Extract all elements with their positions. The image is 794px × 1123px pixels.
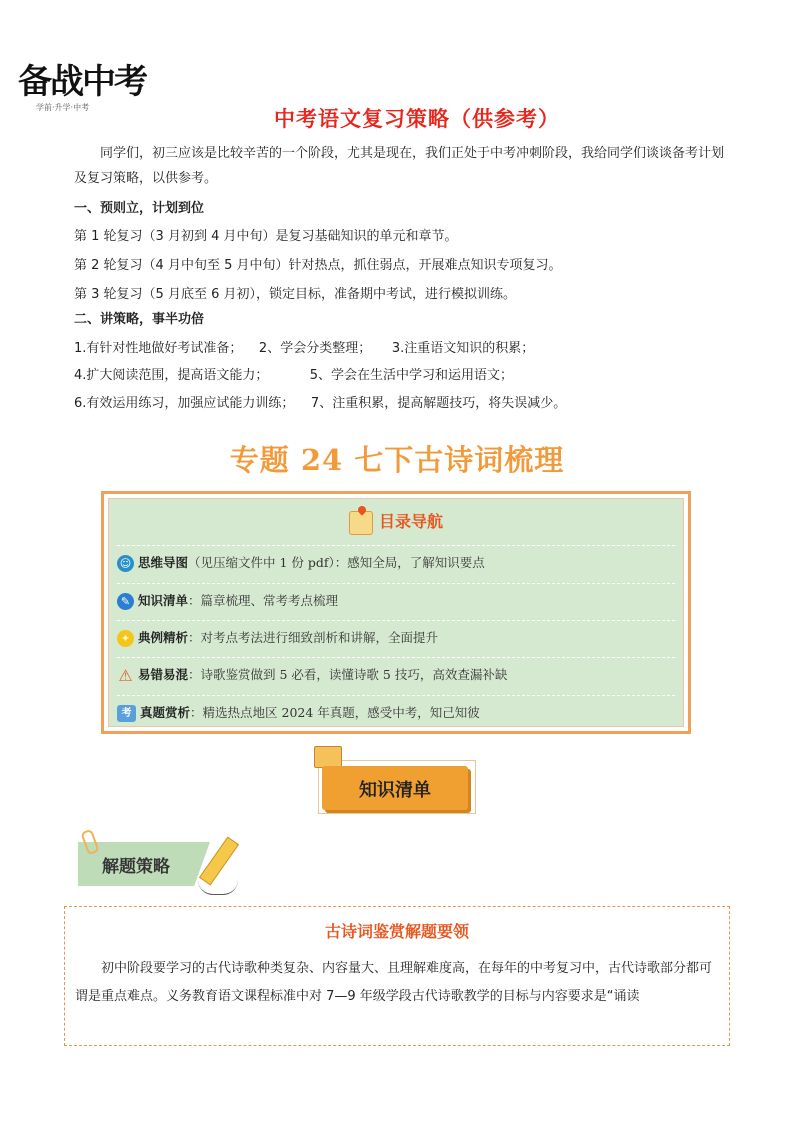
nav-item-knowledge (117, 583, 675, 618)
section1-line: 第 2 轮复习（4 月中旬至 5 月中旬）针对热点，抓住弱点，开展难点知识专项复习。 (74, 258, 562, 273)
nav-item-examples (117, 620, 675, 655)
contents-navigation (101, 491, 691, 734)
topic-title: 专题 24 七下古诗词梳理 (229, 443, 565, 477)
solving-strategy-tab (78, 832, 258, 896)
badge-box (322, 766, 468, 810)
badge-label: 知识清单 (359, 780, 431, 801)
intro-paragraph: 同学们，初三应该是比较辛苦的一个阶段，尤其是现在，我们正处于中考冲刺阶段，我给同学们谈谈备考计划及复习策略，以供参考。 (74, 146, 725, 186)
nav-heading-text: 目录导航 (378, 512, 443, 531)
section2-line: 1.有针对性地做好考试准备； 2、学会分类整理； 3.注重语文知识的积累； (74, 341, 535, 356)
nav-item-key: 知识清单 (138, 593, 189, 608)
poetry-tips-box (64, 906, 730, 1046)
pen-icon: ✎ (117, 593, 134, 610)
section1-line: 第 3 轮复习（5 月底至 6 月初），锁定目标，准备期中考试，进行模拟训练。 (74, 287, 516, 302)
nav-item-value: ：对考点考法进行细致剖析和讲解，全面提升 (188, 630, 439, 645)
nav-item-value: （见压缩文件中 1 份 pdf）：感知全局，了解知识要点 (188, 555, 485, 570)
nav-item-value: ：精选热点地区 2024 年真题，感受中考，知己知彼 (190, 705, 480, 720)
section1-heading: 一、预则立，计划到位 (74, 201, 205, 216)
logo-text: 备战中考 (18, 62, 146, 102)
tab-label: 解题策略 (102, 857, 170, 877)
section2-heading: 二、讲策略，事半功倍 (74, 312, 205, 327)
box-title: 古诗词鉴赏解题要领 (324, 922, 469, 941)
nav-item-mindmap (117, 545, 675, 580)
nav-item-mistakes (117, 657, 675, 692)
nav-item-key: 典例精析 (138, 630, 189, 645)
section2-line: 6.有效运用练习，加强应试能力训练； 7、注重积累，提高解题技巧，将失误减少。 (74, 396, 567, 411)
knowledge-list-badge (312, 746, 476, 812)
decor-line (198, 880, 238, 895)
section1-line: 第 1 轮复习（3 月初到 4 月中旬）是复习基础知识的单元和章节。 (74, 229, 458, 244)
box-text: 初中阶段要学习的古代诗歌种类复杂、内容量大、且理解难度高，在每年的中考复习中，古代诗歌部分都可谓是重点难点。义务教育语文课程标准中对 7—9 年级学段古代诗歌教学的目标与内容要求是“诵读 (75, 961, 713, 1004)
page-title: 中考语文复习策略（供参考） (274, 107, 560, 131)
nav-item-key: 思维导图 (138, 555, 189, 570)
nav-item-key: 真题赏析 (140, 705, 191, 720)
nav-item-key: 易错易混 (138, 667, 189, 682)
nav-heading (109, 509, 683, 535)
book-icon (314, 746, 342, 768)
head-icon: ☺ (117, 555, 134, 572)
contents-panel (108, 498, 684, 727)
nav-item-value: ：诗歌鉴赏做到 5 必看，读懂诗歌 5 技巧，高效查漏补缺 (188, 667, 508, 682)
logo-subtext: 学前·升学·中考 (36, 103, 90, 112)
section2-line: 4.扩大阅读范围，提高语文能力； 5、学会在生活中学习和运用语文； (74, 368, 513, 383)
nav-item-past-exams (117, 695, 675, 730)
warning-icon: ⚠ (118, 666, 133, 685)
map-pin-icon (349, 511, 373, 535)
exam-icon: 考 (117, 705, 136, 722)
bulb-icon: ✦ (117, 630, 134, 647)
nav-item-value: ：篇章梳理、常考考点梳理 (188, 593, 339, 608)
